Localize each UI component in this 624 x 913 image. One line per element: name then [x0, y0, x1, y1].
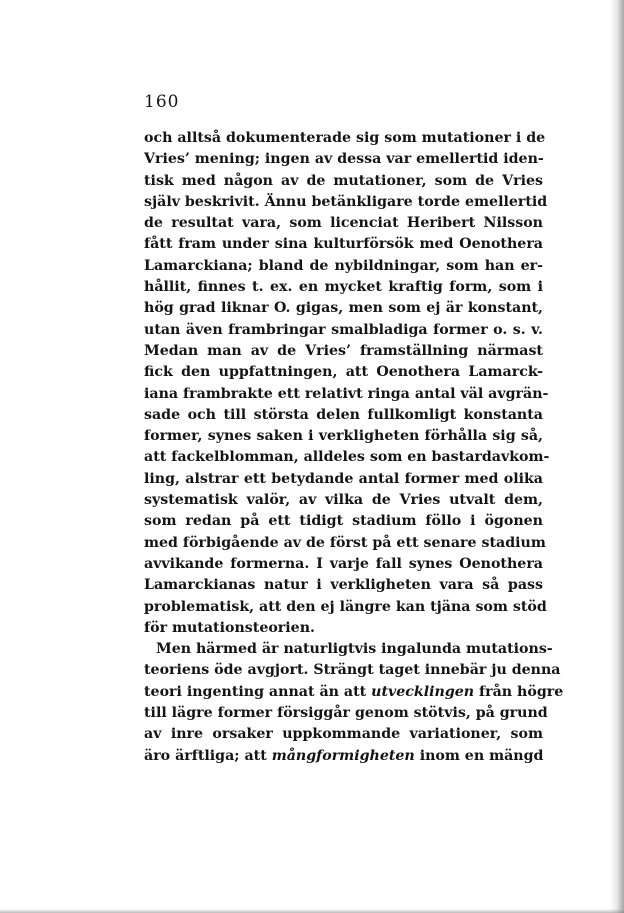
text-segment: hållit, finnes t. ex. en mycket kraftig form, som i	[144, 279, 543, 296]
text-line	[144, 533, 546, 554]
text-line	[144, 597, 547, 618]
text-line	[144, 703, 548, 724]
text-segment: hög grad liknar O. gigas, men som ej är konstant,	[144, 300, 543, 317]
text-segment: de resultat vara, som licenciat Heribert Nilsson	[144, 215, 543, 232]
text-line	[144, 362, 543, 383]
text-segment: från högre	[474, 683, 564, 700]
text-segment: Vries’ mening; ingen av dessa var emellertid iden-	[144, 151, 544, 168]
text-line	[144, 724, 543, 745]
text-line	[144, 405, 543, 426]
emphasized-word: utvecklingen	[371, 683, 475, 700]
text-segment: själv beskrivit. Ännu betänkligare torde emellertid	[144, 193, 548, 210]
text-segment: problematisk, att den ej längre kan tjäna som stöd	[144, 598, 547, 615]
text-segment: som redan på ett tidigt stadium föllo i ögonen	[144, 513, 543, 530]
text-line	[144, 298, 543, 319]
text-segment: iana frambrakte ett relativt ringa antal väl avgrän-	[144, 385, 549, 402]
page-bottom-shadow	[0, 909, 624, 913]
text-line	[144, 277, 543, 298]
text-segment: Men härmed är naturligtvis ingalunda mutations-	[156, 641, 553, 658]
text-line	[144, 660, 561, 681]
text-line	[144, 128, 546, 149]
text-line	[144, 746, 543, 767]
text-line	[144, 213, 543, 234]
text-line	[144, 469, 543, 490]
text-segment: teoriens öde avgjort. Strängt taget innebär ju denna	[144, 662, 561, 679]
text-segment: teori ingenting annat än att	[144, 683, 372, 700]
text-segment: Lamarckiana; bland de nybildningar, som han er-	[144, 257, 543, 274]
text-segment: sade och till största delen fullkomligt konstanta	[144, 406, 543, 423]
text-line	[144, 426, 543, 447]
text-segment: med förbigående av de först på ett senare stadium	[144, 534, 546, 551]
text-segment: ling, alstrar ett betydande antal former med olika	[144, 470, 543, 487]
text-segment: inom en mängd	[414, 747, 544, 764]
text-line	[144, 618, 543, 639]
text-line	[144, 447, 550, 468]
text-line	[144, 511, 543, 532]
page-number: 160	[144, 92, 180, 112]
text-line	[144, 256, 543, 277]
text-segment: utan även frambringar smalbladiga former o. s. v.	[144, 321, 543, 338]
text-segment: fått fram under sina kulturförsök med Oenothera	[144, 236, 543, 253]
text-segment: att fackelblomman, alldeles som en bastardavkom-	[144, 449, 550, 466]
body-text	[144, 128, 564, 767]
text-line	[144, 554, 543, 575]
text-segment: och alltså dokumenterade sig som mutationer i de	[144, 130, 546, 146]
text-line	[144, 192, 548, 213]
text-line	[144, 234, 543, 255]
emphasized-word: mångformigheten	[271, 747, 415, 764]
page-edge-shadow	[610, 0, 624, 913]
text-line	[144, 171, 543, 192]
text-segment: tisk med någon av de mutationer, som de Vries	[144, 172, 543, 189]
text-line	[144, 149, 543, 170]
text-segment: för mutationsteorien.	[144, 619, 315, 636]
text-line	[144, 320, 543, 341]
text-segment: av inre orsaker uppkommande variationer, som	[144, 726, 543, 743]
text-line	[144, 575, 543, 596]
text-segment: Lamarckianas natur i verkligheten vara så pass	[144, 577, 543, 594]
text-line	[144, 490, 543, 511]
text-segment: systematisk valör, av vilka de Vries utvalt dem,	[144, 492, 543, 509]
text-segment: former, synes saken i verkligheten förhålla sig så,	[144, 428, 543, 445]
text-line	[144, 682, 564, 703]
text-segment: till lägre former försiggår genom stötvis, på grund	[144, 705, 548, 722]
text-segment: Medan man av de Vries’ framställning närmast	[144, 342, 543, 359]
text-segment: avvikande formerna. I varje fall synes Oenothera	[144, 555, 543, 572]
text-segment: äro ärftliga; att	[144, 747, 272, 764]
text-segment: fick den uppfattningen, att Oenothera Lamarck-	[144, 364, 543, 381]
text-line	[144, 341, 543, 362]
text-line	[144, 384, 549, 405]
text-line	[144, 639, 553, 660]
